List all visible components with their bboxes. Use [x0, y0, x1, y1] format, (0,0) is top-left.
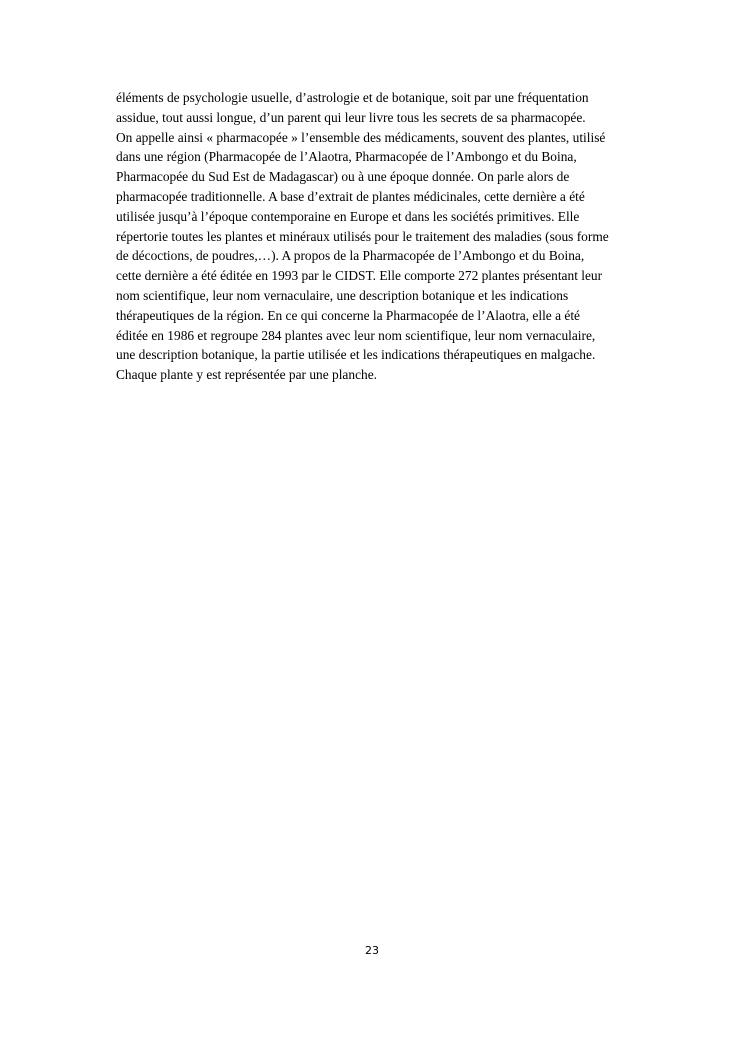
- text-line: dans une région (Pharmacopée de l’Alaotra, Pharmacopée de l’Ambongo et du Boina,: [116, 149, 577, 165]
- text-line: thérapeutiques de la région. En ce qui concerne la Pharmacopée de l’Alaotra, elle a été: [116, 307, 580, 323]
- text-line: assidue, tout aussi longue, d’un parent qui leur livre tous les secrets de sa pharmacopée.: [116, 109, 586, 125]
- text-line: utilisée jusqu’à l’époque contemporaine en Europe et dans les sociétés primitives. Elle: [116, 208, 580, 224]
- text-line: de décoctions, de poudres,…). A propos de la Pharmacopée de l’Ambongo et du Boina,: [116, 248, 585, 264]
- text-line: pharmacopée traditionnelle. A base d’extrait de plantes médicinales, cette dernière a été: [116, 188, 585, 204]
- text-line: nom scientifique, leur nom vernaculaire, une description botanique et les indications: [116, 287, 569, 303]
- text-line: Pharmacopée du Sud Est de Madagascar) ou à une époque donnée. On parle alors de: [116, 169, 570, 185]
- text-line: cette dernière a été éditée en 1993 par le CIDST. Elle comporte 272 plantes présentant leur: [116, 268, 603, 284]
- text-line: On appelle ainsi « pharmacopée » l’ensemble des médicaments, souvent des plantes, utilisé: [116, 129, 606, 145]
- text-line: Chaque plante y est représentée par une planche.: [116, 367, 377, 383]
- page-number: 23: [365, 944, 379, 957]
- text-line: répertorie toutes les plantes et minéraux utilisés pour le traitement des maladies (sous forme: [116, 228, 609, 244]
- body-text: [116, 88, 676, 385]
- text-line: éléments de psychologie usuelle, d’astrologie et de botanique, soit par une fréquentation: [116, 90, 589, 105]
- text-line: éditée en 1986 et regroupe 284 plantes avec leur nom scientifique, leur nom vernaculaire,: [116, 327, 596, 343]
- text-line: une description botanique, la partie utilisée et les indications thérapeutiques en malgache.: [116, 347, 596, 363]
